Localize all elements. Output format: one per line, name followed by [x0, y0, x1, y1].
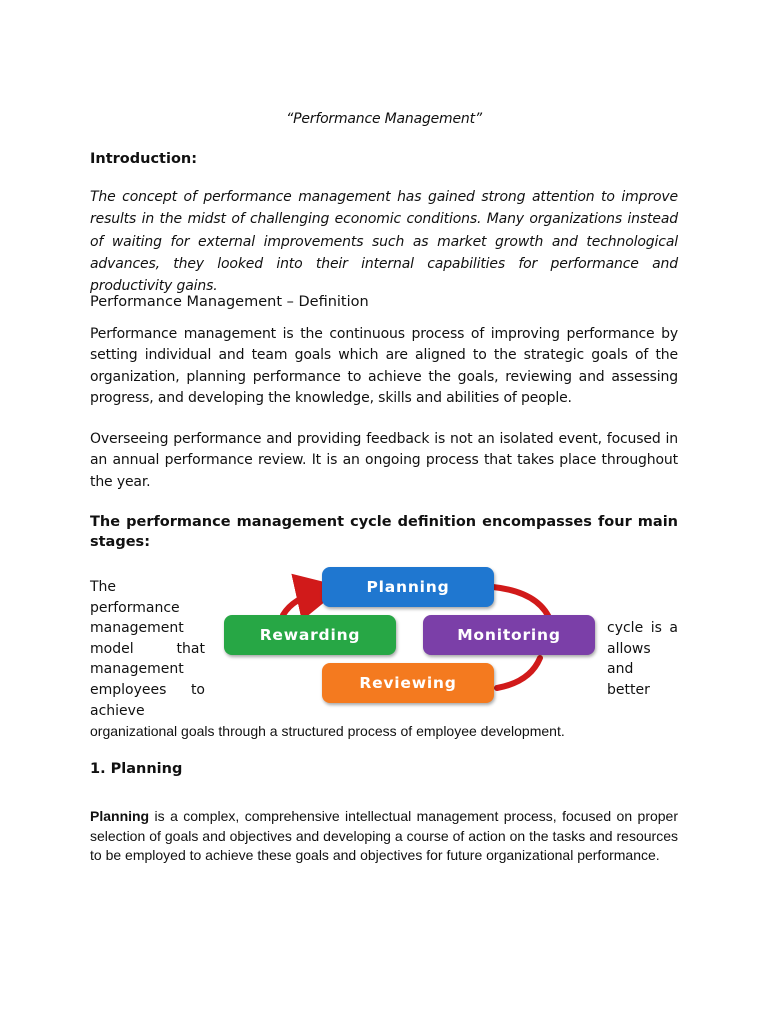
definition-paragraph: Performance management is the continuous process of improving performance by setting individual and team goals which are aligned to the strategic goals of the organization, planning performance to achieve the goals, reviewing and assessing progress, and developing the knowledge, skills and abilities of people.: [90, 326, 678, 407]
introduction-heading: Introduction:: [90, 151, 198, 167]
stages-heading: The performance management cycle definition encompasses four main stages:: [90, 514, 678, 550]
cycle-text-line: model that: [90, 640, 205, 657]
planning-lead-term: Planning: [90, 808, 150, 824]
performance-cycle-diagram: [215, 560, 605, 710]
stage-rewarding: [224, 615, 396, 655]
cycle-text-line: better: [607, 681, 650, 698]
definition-heading: Performance Management – Definition: [90, 294, 369, 310]
cycle-text-left: [90, 577, 205, 721]
cycle-text-line: achieve: [90, 702, 145, 719]
planning-body-text: is a complex, comprehensive intellectual management process, focused on proper selection of goals and objectives and developing a course of action on the tasks and resources to be employed to achieve these goals and objectives for future organizational performance.: [90, 808, 678, 864]
overseeing-paragraph: Overseeing performance and providing feedback is not an isolated event, focused in an annual performance review. It is an ongoing process that takes place throughout the year.: [90, 431, 678, 490]
cycle-text-line: The: [90, 579, 117, 595]
cycle-text-line: management: [90, 620, 184, 637]
cycle-text-bottom: organizational goals through a structured process of employee development.: [90, 723, 565, 739]
cycle-text-line: management: [90, 661, 184, 678]
cycle-text-line: cycle is a: [607, 620, 678, 636]
cycle-text-line: allows: [607, 640, 651, 657]
cycle-arrow-top-left: [283, 592, 320, 615]
stage-reviewing: [322, 663, 494, 703]
stage-monitoring-label: Monitoring: [457, 626, 561, 644]
planning-paragraph: [90, 807, 678, 866]
cycle-text-line: and: [607, 661, 634, 678]
cycle-text-line: performance: [90, 599, 180, 616]
section-planning-heading: 1. Planning: [90, 761, 183, 777]
stage-monitoring: [423, 615, 595, 655]
stage-reviewing-label: Reviewing: [359, 674, 457, 692]
stage-planning: [322, 567, 494, 607]
introduction-paragraph: The concept of performance management has gained strong attention to improve results in the midst of challenging economic conditions. Many organizations instead of waiting for external improvements such as market growth and technological advances, they looked into their internal capabilities for performance and productivity gains.: [90, 189, 678, 295]
cycle-text-right: [607, 618, 678, 700]
cycle-arrow-bottom-right: [497, 658, 540, 688]
document-title: “Performance Management”: [286, 111, 482, 127]
cycle-text-line: employees to: [90, 681, 205, 698]
stage-rewarding-label: Rewarding: [259, 626, 361, 644]
stage-planning-label: Planning: [366, 578, 450, 596]
